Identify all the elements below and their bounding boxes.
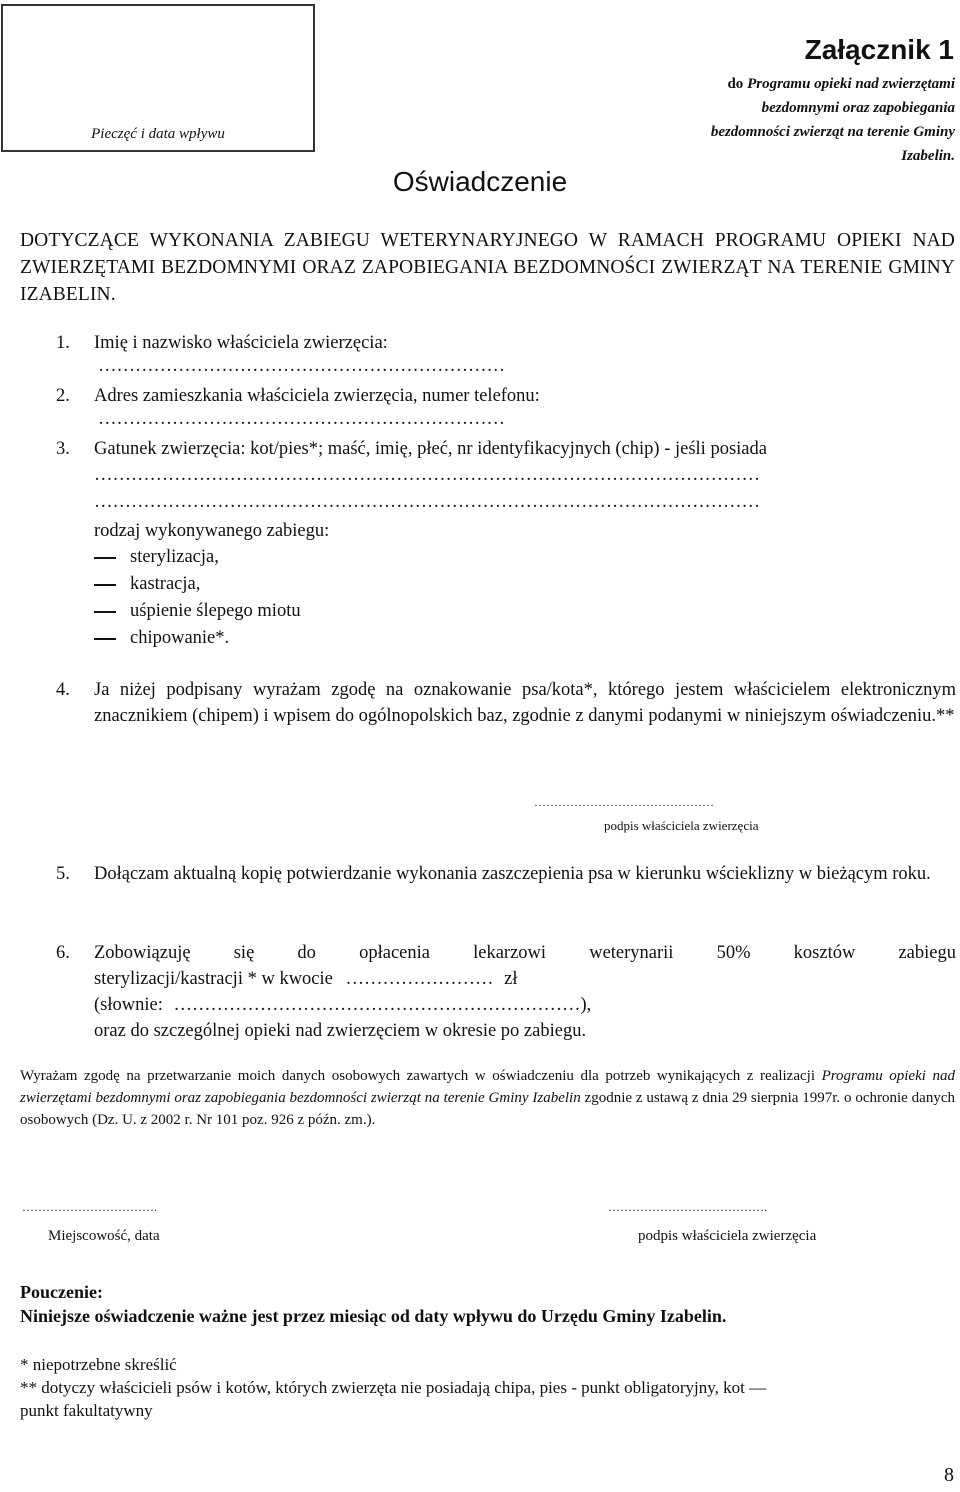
payment-line3 <box>94 992 591 1018</box>
payment-paragraph <box>56 940 956 966</box>
field-address <box>56 383 540 409</box>
instruction-title: Pouczenie: <box>20 1282 103 1302</box>
species-entry-line2[interactable]: ……………………………………………………………………………………………… <box>94 492 760 512</box>
stamp-label: Pieczęć i data wpływu <box>91 126 225 142</box>
procedure-option[interactable] <box>94 625 229 651</box>
annex-sub-line2: bezdomnymi oraz zapobiegania <box>761 100 955 116</box>
field-number: 1. <box>56 333 70 353</box>
payment-words-entry[interactable]: ………………………………………………………… <box>173 995 581 1015</box>
procedure-option[interactable] <box>94 571 200 597</box>
dash-icon <box>94 611 116 613</box>
paragraph-text: Ja niżej podpisany wyrażam zgodę na oznakowanie psa/kota*, którego jestem właścicielem elektronicznym znacznikiem (chipem) i wpisem do ogólnopolskich baz, zgodnie z danymi podanymi w niniejszym oświadczeniu.** <box>94 680 956 726</box>
annex-sub-prefix: do <box>727 76 748 92</box>
field-label: Gatunek zwierzęcia: kot/pies*; maść, imię, płeć, nr identyfikacyjnych (chip) - jeśli posiada <box>94 439 767 459</box>
procedure-label: rodzaj wykonywanego zabiegu: <box>94 521 330 541</box>
annex-subtitle <box>595 72 955 168</box>
annex-title: Załącznik 1 <box>804 34 954 65</box>
procedure-option-label: sterylizacja, <box>130 547 219 567</box>
paragraph-number: 5. <box>56 864 70 884</box>
field-number: 2. <box>56 386 70 406</box>
consent-text-1: Wyrażam zgodę na przetwarzanie moich danych osobowych zawartych w oświadczeniu dla potrzeb wynikających z realizacji <box>20 1068 822 1084</box>
payment-line2 <box>94 966 517 992</box>
field-label: Adres zamieszkania właściciela zwierzęcia, numer telefonu: <box>94 386 540 406</box>
paragraph-number: 4. <box>56 680 70 700</box>
owner-signature-line[interactable]: …………………………………. <box>608 1200 767 1214</box>
instruction-text: Niniejsze oświadczenie ważne jest przez miesiąc od daty wpływu do Urzędu Gminy Izabelin. <box>20 1306 727 1326</box>
annex-sub-italic: Programu opieki nad zwierzętami <box>747 76 955 92</box>
place-date-label: Miejscowość, data <box>48 1228 160 1244</box>
consent-text-3: zgodnie z ustawą z dnia 29 sierpnia 1997r. o ochronie danych osobowych (Dz. U. z 2002 r. Nr 101 poz. 926 z późn. zm.). <box>20 1090 955 1128</box>
procedure-option[interactable] <box>94 598 301 624</box>
species-entry-line1[interactable]: ……………………………………………………………………………………………… <box>94 465 760 485</box>
field-owner-name <box>56 330 388 356</box>
field-number: 3. <box>56 439 70 459</box>
vaccination-paragraph <box>56 861 956 887</box>
consent-program-name: Programu opieki nad zwierzętami bezdomnymi oraz zapobiegania bezdomności zwierząt na terenie Gminy Izabelin <box>20 1068 955 1106</box>
procedure-option-label: kastracja, <box>130 574 201 594</box>
procedure-option-label: uśpienie ślepego miotu <box>130 601 301 621</box>
field-species <box>56 436 767 462</box>
dash-icon <box>94 557 116 559</box>
annex-sub-line3: bezdomności zwierząt na terenie Gminy <box>710 124 955 140</box>
payment-words-label: (słownie: <box>94 995 163 1015</box>
footnote-1: * niepotrzebne skreślić <box>20 1355 177 1374</box>
field-label: Imię i nazwisko właściciela zwierzęcia: <box>94 333 388 353</box>
chip-signature-label: podpis właściciela zwierzęcia <box>604 818 759 833</box>
paragraph-number: 6. <box>56 943 70 963</box>
procedure-option-label: chipowanie*. <box>130 628 230 648</box>
payment-amount-entry[interactable]: …………………… <box>345 969 494 989</box>
payment-words-close: ), <box>580 995 592 1015</box>
data-processing-consent <box>20 1065 955 1131</box>
place-date-line[interactable]: ……………………………. <box>22 1200 157 1214</box>
dash-icon <box>94 584 116 586</box>
annex-sub-line4: Izabelin. <box>901 148 955 164</box>
address-entry[interactable]: ………………………………………………………… <box>98 409 505 429</box>
consent-chip-paragraph <box>56 677 956 729</box>
payment-amount-label: sterylizacji/kastracji * w kwocie <box>94 969 333 989</box>
procedure-option[interactable] <box>94 544 219 570</box>
document-title: Oświadczenie <box>392 166 568 197</box>
owner-signature-label: podpis właściciela zwierzęcia <box>638 1228 817 1244</box>
footnote-2-line2: punkt fakultatywny <box>20 1401 153 1420</box>
paragraph-text: Dołączam aktualną kopię potwierdzanie wykonania zaszczepienia psa w kierunku wścieklizny w bieżącym roku. <box>94 864 931 884</box>
footnote-2-line1: ** dotyczy właścicieli psów i kotów, których zwierzęta nie posiadają chipa, pies - punkt obligatoryjny, kot — <box>20 1378 767 1397</box>
payment-currency: zł <box>504 969 518 989</box>
payment-line4: oraz do szczególnej opieki nad zwierzęciem w okresie po zabiegu. <box>94 1021 587 1041</box>
payment-line1: Zobowiązuję się do opłacenia lekarzowi weterynarii 50% kosztów zabiegu <box>94 943 956 963</box>
page-number: 8 <box>944 1464 954 1486</box>
chip-signature-line[interactable]: ……………………………………… <box>534 795 714 809</box>
document-heading: DOTYCZĄCE WYKONANIA ZABIEGU WETERYNARYJNEGO W RAMACH PROGRAMU OPIEKI NAD ZWIERZĘTAMI BEZDOMNYMI ORAZ ZAPOBIEGANIA BEZDOMNOŚCI ZWIERZĄT NA TERENIE GMINY IZABELIN. <box>20 230 955 305</box>
owner-name-entry[interactable]: ………………………………………………………… <box>98 356 505 376</box>
dash-icon <box>94 638 116 640</box>
